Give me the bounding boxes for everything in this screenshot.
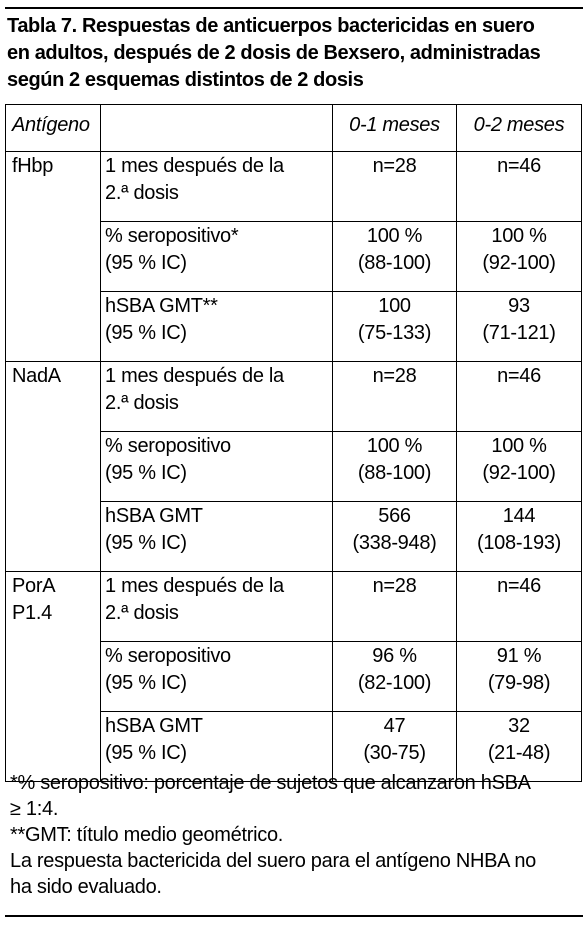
table-row	[6, 572, 582, 642]
value-cell-0-2	[457, 502, 582, 572]
table-row	[6, 152, 582, 222]
parameter-line1: 1 mes después de la	[105, 155, 284, 177]
parameter-line1: % seropositivo	[105, 645, 231, 667]
parameter-cell	[101, 222, 333, 292]
value-line1: 91 %	[496, 645, 542, 667]
table-title	[7, 13, 583, 94]
value-line1: 100 %	[366, 225, 423, 247]
antigen-cell-nada	[6, 362, 101, 572]
value-line2: (92-100)	[482, 462, 556, 484]
parameter-line2: (95 % IC)	[105, 462, 187, 484]
parameter-line1: hSBA GMT**	[105, 295, 218, 317]
parameter-cell	[101, 432, 333, 502]
value-line1: n=28	[372, 365, 417, 387]
value-cell-0-1	[333, 572, 457, 642]
title-line-3: según 2 esquemas distintos de 2 dosis	[7, 69, 364, 91]
bottom-rule	[5, 915, 583, 917]
parameter-line1: 1 mes después de la	[105, 575, 284, 597]
value-cell-0-2	[457, 572, 582, 642]
results-table	[5, 104, 582, 782]
value-line2: (88-100)	[357, 252, 432, 274]
parameter-cell	[101, 292, 333, 362]
value-cell-0-1	[333, 362, 457, 432]
value-line1: n=28	[372, 575, 417, 597]
value-line2: (30-75)	[363, 742, 426, 764]
footnote-nhba-line1: La respuesta bactericida del suero para el antígeno NHBA no	[10, 850, 536, 872]
value-line1: n=46	[497, 365, 541, 387]
header-parameter	[101, 105, 333, 152]
header-schedule-0-1: 0-1 meses	[333, 105, 457, 152]
antigen-label: PorA	[12, 575, 56, 597]
value-cell-0-2	[457, 222, 582, 292]
value-line2: (108-193)	[476, 532, 562, 554]
value-cell-0-2	[457, 152, 582, 222]
value-line2: (92-100)	[482, 252, 556, 274]
value-line2: (338-948)	[352, 532, 437, 554]
parameter-line1: hSBA GMT	[105, 715, 203, 737]
value-line2: (82-100)	[357, 672, 432, 694]
parameter-line2: 2.ª dosis	[105, 602, 179, 624]
value-line1: 566	[378, 505, 411, 527]
title-line-1: Tabla 7. Respuestas de anticuerpos bactericidas en suero	[7, 15, 535, 37]
parameter-line2: 2.ª dosis	[105, 392, 179, 414]
value-line1: 93	[508, 295, 530, 317]
value-cell-0-1	[333, 432, 457, 502]
value-line2: (79-98)	[487, 672, 551, 694]
antigen-cell-pora	[6, 572, 101, 782]
table-row	[6, 362, 582, 432]
value-cell-0-1	[333, 502, 457, 572]
value-cell-0-1	[333, 152, 457, 222]
parameter-line2: (95 % IC)	[105, 672, 187, 694]
parameter-line1: % seropositivo	[105, 435, 231, 457]
parameter-line1: % seropositivo*	[105, 225, 239, 247]
value-line1: n=46	[497, 575, 541, 597]
value-line1: 32	[508, 715, 530, 737]
value-cell-0-2	[457, 642, 582, 712]
parameter-line1: 1 mes después de la	[105, 365, 284, 387]
antigen-label-line2: P1.4	[12, 602, 52, 624]
antigen-label: NadA	[12, 365, 61, 387]
antigen-cell-fhbp	[6, 152, 101, 362]
top-rule	[5, 7, 583, 9]
value-line1: 47	[383, 715, 406, 737]
parameter-cell	[101, 642, 333, 712]
footnote-gmt: **GMT: título medio geométrico.	[10, 824, 284, 846]
header-schedule-0-2: 0-2 meses	[457, 105, 582, 152]
value-line2: (21-48)	[487, 742, 551, 764]
parameter-cell	[101, 502, 333, 572]
parameter-line2: (95 % IC)	[105, 252, 187, 274]
antigen-label: fHbp	[12, 155, 54, 177]
value-line1: n=46	[497, 155, 541, 177]
value-cell-0-1	[333, 642, 457, 712]
value-line2: (71-121)	[482, 322, 556, 344]
header-antigen: Antígeno	[6, 105, 101, 152]
table-header-row	[6, 105, 582, 152]
parameter-line2: (95 % IC)	[105, 742, 187, 764]
parameter-line2: (95 % IC)	[105, 532, 187, 554]
value-line1: 100 %	[491, 225, 547, 247]
parameter-line2: (95 % IC)	[105, 322, 187, 344]
value-cell-0-1	[333, 292, 457, 362]
value-cell-0-2	[457, 292, 582, 362]
parameter-line1: hSBA GMT	[105, 505, 203, 527]
value-line1: 100 %	[366, 435, 423, 457]
value-line1: 100	[378, 295, 411, 317]
value-line1: 100 %	[491, 435, 547, 457]
table-footnotes	[10, 770, 580, 900]
value-cell-0-2	[457, 432, 582, 502]
value-line1: n=28	[372, 155, 417, 177]
footnote-seropositive-line1: *% seropositivo: porcentaje de sujetos que alcanzaron hSBA	[10, 772, 531, 794]
footnote-seropositive-line2: ≥ 1:4.	[10, 798, 59, 820]
value-line1: 96 %	[372, 645, 417, 667]
title-line-2: en adultos, después de 2 dosis de Bexsero, administradas	[7, 42, 541, 64]
footnote-nhba-line2: ha sido evaluado.	[10, 876, 162, 898]
value-cell-0-2	[457, 362, 582, 432]
value-cell-0-1	[333, 222, 457, 292]
parameter-line2: 2.ª dosis	[105, 182, 179, 204]
value-line2: (75-133)	[357, 322, 432, 344]
parameter-cell	[101, 152, 333, 222]
value-line1: 144	[502, 505, 536, 527]
parameter-cell	[101, 362, 333, 432]
parameter-cell	[101, 572, 333, 642]
value-line2: (88-100)	[357, 462, 432, 484]
